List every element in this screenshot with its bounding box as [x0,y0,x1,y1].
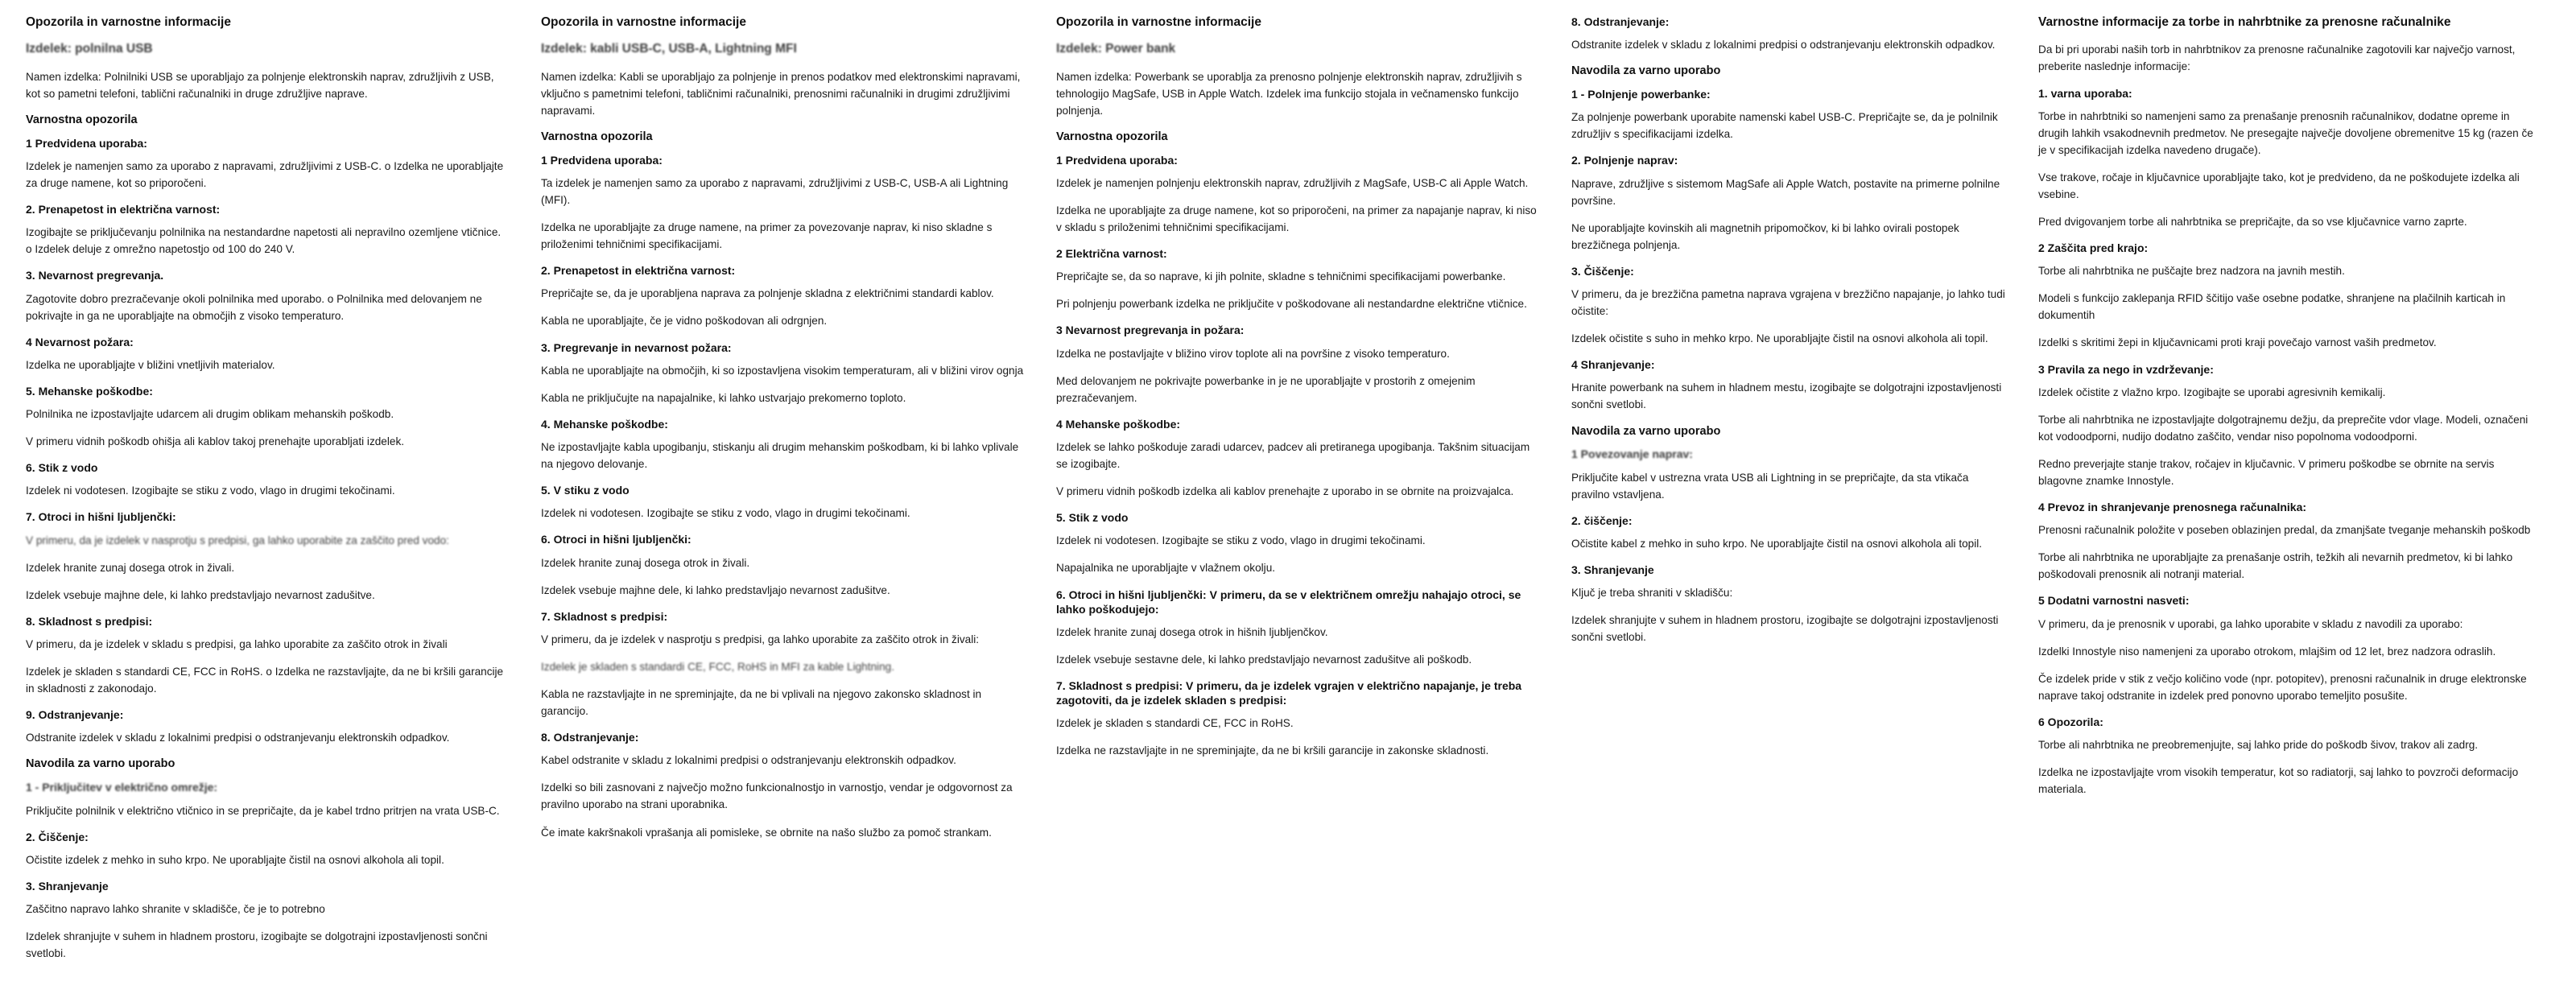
subheading: 2. Čiščenje: [26,830,89,843]
product-line: Izdelek: polnilna USB [26,42,153,56]
paragraph: Kabla ne razstavljajte in ne spreminjajte, da ne bi vplivali na njegovo zakonsko skladnost in garancijo. [541,688,982,718]
paragraph: Izdelek ni vodotesen. Izogibajte se stiku z vodo, vlago in drugimi tekočinami. [541,507,910,520]
paragraph: Izdelek ni vodotesen. Izogibajte se stiku z vodo, vlago in drugimi tekočinami. [1056,534,1426,547]
subheading: 7. Skladnost s predpisi: V primeru, da je izdelek vgrajen v električno napajanje, je treba zagotoviti, da je izdelek skladen s predpisi: [1056,679,1522,707]
paragraph: V primeru vidnih poškodb ohišja ali kablov takoj prenehajte uporabljati izdelek. [26,435,405,448]
section-heading: Opozorila in varnostne informacije [541,15,746,29]
paragraph: Redno preverjajte stanje trakov, ročajev in ključavnic. V primeru poškodbe se obrnite na servis blagovne znamke Innostyle. [2038,457,2495,487]
paragraph: Izdelek očistite z vlažno krpo. Izogibajte se uporabi agresivnih kemikalij. [2038,385,2386,398]
paragraph: Namen izdelka: Polnilniki USB se uporabljajo za polnjenje elektronskih naprav, združljivih z USB, kot so pametni telefoni, tablični računalniki in druge združljive naprave. [26,70,494,100]
paragraph: Pri polnjenju powerbank izdelka ne priključite v poškodovane ali nestandardne električne vtičnice. [1056,298,1527,311]
subheading: 1 - Priključitev v električno omrežje: [26,781,218,794]
subheading: 1 - Polnjenje powerbanke: [1571,88,1711,101]
paragraph: Izdelek ni vodotesen. Izogibajte se stiku z vodo, vlago in drugimi tekočinami. [26,484,395,497]
column-cables [526,14,1042,851]
paragraph: Zagotovite dobro prezračevanje okoli polnilnika med uporabo. o Polnilnika med delovanjem ne pokrivajte in ga ne uporabljajte na območjih z visoko temperaturo. [26,292,482,322]
paragraph: Izdelek vsebuje majhne dele, ki lahko predstavljajo nevarnost zadušitve. [26,588,375,601]
subheading: 8. Odstranjevanje: [541,731,639,744]
subheading: 5. Mehanske poškodbe: [26,384,153,398]
subheading: 3. Pregrevanje in nevarnost požara: [541,340,732,354]
subheading: 2. Polnjenje naprav: [1571,154,1678,167]
paragraph: Izdelek je namenjen samo za uporabo z napravami, združljivimi z USB-C. o Izdelka ne uporabljajte za druge namene, kot so priporočeni. [26,159,504,189]
subheading: Navodila za varno uporabo [1571,424,1721,438]
paragraph: Izdelek shranjujte v suhem in hladnem prostoru, izogibajte se dolgotrajni izpostavljenosti sončni svetlobi. [26,930,488,960]
paragraph: Izdelek vsebuje majhne dele, ki lahko predstavljajo nevarnost zadušitve. [541,583,890,596]
subheading: 3. Shranjevanje [1571,563,1654,576]
paragraph: Vse trakove, ročaje in ključavnice uporabljajte tako, kot je predvideno, da ne poškodujete izdelka ali vsebine. [2038,171,2520,200]
paragraph: Polnilnika ne izpostavljajte udarcem ali drugim oblikam mehanskih poškodb. [26,408,394,421]
subheading: 3. Čiščenje: [1571,264,1634,278]
paragraph: Ta izdelek je namenjen samo za uporabo z napravami, združljivimi z USB-C, USB-A ali Lightning (MFI). [541,176,1009,207]
paragraph: Izdelek vsebuje sestavne dele, ki lahko predstavljajo nevarnost zadušitve ali poškodb. [1056,653,1472,666]
subheading: Navodila za varno uporabo [26,757,175,771]
paragraph: Izdelek je skladen s standardi CE, FCC in RoHS. [1056,717,1294,730]
paragraph: Očistite kabel z mehko in suho krpo. Ne uporabljajte čistil na osnovi alkohola ali topil. [1571,537,1983,550]
column-usb-c [11,14,526,972]
paragraph: Izdelek se lahko poškoduje zaradi udarcev, padcev ali pretiranega upogibanja. Takšnim situacijam se izogibajte. [1056,441,1530,471]
paragraph: Kabla ne priključujte na napajalnike, ki lahko ustvarjajo prekomerno toploto. [541,391,906,404]
paragraph: Prepričajte se, da so naprave, ki jih polnite, skladne s tehničnimi specifikacijami powerbanke. [1056,270,1506,283]
paragraph: Med delovanjem ne pokrivajte powerbanke in je ne uporabljajte v prostorih z omejenim prezračevanjem. [1056,374,1476,404]
column-powerbank [1042,14,1557,770]
paragraph: Izdelek je skladen s standardi CE, FCC in RoHS. o Izdelka ne razstavljajte, da ne bi kršili garancije in skladnosti z zakonodajo. [26,666,504,695]
paragraph: Odstranite izdelek v skladu z lokalnimi predpisi o odstranjevanju elektronskih odpadkov. [1571,39,1996,52]
subheading: 1. varna uporaba: [2038,86,2132,100]
subheading: 7. Skladnost s predpisi: [541,609,668,623]
paragraph: Izdelki Innostyle niso namenjeni za uporabo otrokom, mlajšim od 12 let, brez nadzora odraslih. [2038,645,2496,658]
subheading: 2. Prenapetost in električna varnost: [541,264,736,278]
subheading: Varnostna opozorila [1056,130,1168,143]
paragraph: Prenosni računalnik položite v poseben oblazinjen predal, da zmanjšate tveganje mehanskih poškodb [2038,524,2531,537]
subheading: 2 Zaščita pred krajo: [2038,241,2149,255]
subheading: 2. Prenapetost in električna varnost: [26,203,221,216]
paragraph: Izdelek hranite zunaj dosega otrok in živali. [541,556,750,569]
paragraph: Očistite izdelek z mehko in suho krpo. Ne uporabljajte čistil na osnovi alkohola ali topil. [26,853,444,866]
subheading: 3. Nevarnost pregrevanja. [26,269,164,282]
paragraph: Pred dvigovanjem torbe ali nahrbtnika se prepričajte, da so vse ključavnice varno zaprte. [2038,216,2467,228]
paragraph: Ne uporabljajte kovinskih ali magnetnih pripomočkov, ki bi lahko ovirali postopek brezžičnega polnjenja. [1571,221,1959,251]
subheading: 8. Skladnost s predpisi: [26,614,153,628]
subheading: 5 Dodatni varnostni nasveti: [2038,594,2190,608]
paragraph: Ključ je treba shraniti v skladišču: [1571,587,1733,600]
paragraph: Namen izdelka: Kabli se uporabljajo za polnjenje in prenos podatkov med elektronskimi napravami, vključno s pametnimi telefoni, tabličnimi računalniki, prenosnimi računalniki in drugimi združljivimi napravami. [541,70,1021,117]
paragraph: Modeli s funkcijo zaklepanja RFID ščitijo vaše osebne podatke, shranjene na plačilnih karticah in dokumentih [2038,292,2506,322]
paragraph: Napajalnika ne uporabljajte v vlažnem okolju. [1056,562,1276,575]
subheading: 5. Stik z vodo [1056,511,1129,525]
subheading: 2. čiščenje: [1571,513,1633,527]
subheading: Varnostna opozorila [541,130,653,143]
paragraph: Priključite kabel v ustrezna vrata USB ali Lightning in se prepričajte, da sta vtikača pravilno vstavljena. [1571,471,1969,501]
paragraph: Torbe ali nahrbtnika ne izpostavljajte dolgotrajnemu dežju, da preprečite vdor vlage. Modeli, označeni kot vodoodporni, nudijo dodatno zaščito, vendar niso popolnoma vodoodporni. [2038,413,2529,443]
subheading: 4 Prevoz in shranjevanje prenosnega računalnika: [2038,501,2307,513]
subheading: 8. Odstranjevanje: [1571,15,1670,28]
subheading: 3. Shranjevanje [26,879,109,893]
paragraph: Torbe ali nahrbtnika ne uporabljajte za prenašanje ostrih, težkih ali nevarnih predmetov, ki bi lahko poškodovali prenosnik ali notranji material. [2038,551,2513,581]
subheading: 1 Povezovanje naprav: [1571,447,1693,461]
subheading: 6. Stik z vodo [26,461,98,475]
paragraph: V primeru, da je prenosnik v uporabi, ga lahko uporabite v skladu z navodili za uporabo: [2038,617,2463,630]
subheading: 2 Električna varnost: [1056,247,1167,261]
paragraph: Kabla ne uporabljajte na območjih, ki so izpostavljena visokim temperaturam, ali v bližini virov ognja [541,364,1024,377]
paragraph: Izdelka ne razstavljajte in ne spreminjajte, da ne bi kršili garancije in zakonske skladnosti. [1056,744,1489,757]
paragraph: V primeru, da je izdelek v skladu s predpisi, ga lahko uporabite za zaščito otrok in živali [26,638,448,651]
paragraph: V primeru vidnih poškodb izdelka ali kablov prenehajte z uporabo in se obrnite na proizvajalca. [1056,485,1514,498]
paragraph: Odstranite izdelek v skladu z lokalnimi predpisi o odstranjevanju elektronskih odpadkov. [26,732,450,744]
subheading: 6. Otroci in hišni ljubljenčki: [541,533,691,546]
subheading: 4 Nevarnost požara: [26,335,134,348]
paragraph: Namen izdelka: Powerbank se uporablja za prenosno polnjenje elektronskih naprav, združljivih s tehnologijo MagSafe, USB in Apple Watch. Izdelek ima funkcijo stojala in večnamensko funkcijo polnjenja. [1056,70,1522,117]
subheading: 1 Predvidena uporaba: [541,153,663,167]
subheading: 4. Mehanske poškodbe: [541,417,668,431]
paragraph: Izogibajte se priključevanju polnilnika na nestandardne napetosti ali nepravilno ozemljene vtičnice. o Izdelek deluje z omrežno napetostjo od 100 do 240 V. [26,226,502,256]
paragraph: Izdelek hranite zunaj dosega otrok in živali. [26,561,235,574]
paragraph: Kabel odstranite v skladu z lokalnimi predpisi o odstranjevanju elektronskih odpadkov. [541,754,956,767]
paragraph: Kabla ne uporabljajte, če je vidno poškodovan ali odrgnjen. [541,315,828,328]
paragraph: Izdelek shranjujte v suhem in hladnem prostoru, izogibajte se dolgotrajni izpostavljenosti sončni svetlobi. [1571,614,1999,644]
paragraph: Prepričajte se, da je uporabljena naprava za polnjenje skladna z električnimi standardi kablov. [541,287,994,300]
paragraph: Če izdelek pride v stik z večjo količino vode (npr. potopitev), prenosni računalnik in druge elektronske naprave takoj odstranite in izdelek pred ponovno uporabo temeljito posušite. [2038,672,2527,702]
subheading: 3 Pravila za nego in vzdrževanje: [2038,362,2214,376]
paragraph: Izdelek očistite s suho in mehko krpo. Ne uporabljajte čistil na osnovi alkohola ali topil. [1571,332,1988,345]
paragraph: Priključite polnilnik v električno vtičnico in se prepričajte, da je kabel trdno pritrjen na vrata USB-C. [26,804,500,817]
paragraph: Torbe in nahrbtniki so namenjeni samo za prenašanje prenosnih računalnikov, dodatne opreme in drugih lahkih vsakodnevnih predmetov. Ne presegajte največje dovoljene obremenitve 15 kg (razen če je v specifikacijah izdelka navedeno drugače). [2038,109,2533,156]
paragraph: Izdelek je namenjen polnjenju elektronskih naprav, združljivih z MagSafe, USB-C ali Apple Watch. [1056,176,1529,189]
subheading: 4 Mehanske poškodbe: [1056,417,1181,431]
column-backpacks [2024,14,2555,808]
paragraph: Izdelki so bili zasnovani z največjo možno funkcionalnostjo in varnostjo, vendar je odgovornost za pravilno uporabo na strani uporabnika. [541,781,1013,811]
subheading: 7. Otroci in hišni ljubljenčki: [26,510,176,524]
column-powerbank-usage [1557,14,2024,656]
paragraph: Izdelka ne uporabljajte za druge namene, kot so priporočeni, na primer za napajanje naprav, ki niso v skladu s priloženimi tehničnimi specifikacijami. [1056,204,1537,234]
paragraph: Ne izpostavljajte kabla upogibanju, stiskanju ali drugim mehanskim poškodbam, ki bi lahko vplivale na njegovo delovanje. [541,441,1019,471]
section-heading: Varnostne informacije za torbe in nahrbtnike za prenosne računalnike [2038,15,2451,29]
subheading: Navodila za varno uporabo [1571,64,1721,78]
subheading: 1 Predvidena uporaba: [26,136,147,150]
paragraph: Izdelka ne postavljajte v bližino virov toplote ali na površine z visoko temperaturo. [1056,347,1450,360]
paragraph: Hranite powerbank na suhem in hladnem mestu, izogibajte se dolgotrajni izpostavljenosti sončni svetlobi. [1571,381,2002,411]
paragraph: V primeru, da je izdelek v nasprotju s predpisi, ga lahko uporabite za zaščito pred vodo: [26,534,449,546]
subheading: Varnostna opozorila [26,113,138,126]
subheading: 6 Opozorila: [2038,715,2103,728]
subheading: 5. V stiku z vodo [541,484,630,497]
paragraph: Če imate kakršnakoli vprašanja ali pomisleke, se obrnite na našo službo za pomoč strankam. [541,826,992,839]
paragraph: Izdelki s skritimi žepi in ključavnicami proti kraji povečajo varnost vaših predmetov. [2038,336,2437,349]
product-line: Izdelek: Power bank [1056,42,1176,56]
subheading: 3 Nevarnost pregrevanja in požara: [1056,324,1245,337]
paragraph: Naprave, združljive s sistemom MagSafe ali Apple Watch, postavite na primerne polnilne površine. [1571,177,2000,207]
section-heading: Opozorila in varnostne informacije [1056,15,1261,29]
paragraph: Za polnjenje powerbank uporabite namenski kabel USB-C. Prepričajte se, da je polnilnik združljiv s specifikacijami izdelka. [1571,111,1998,141]
subheading: 6. Otroci in hišni ljubljenčki: V primeru, da se v električnem omrežju nahajajo otroci, se lahko poškodujejo: [1056,588,1521,616]
paragraph: Zaščitno napravo lahko shranite v skladišče, če je to potrebno [26,903,325,915]
section-heading: Opozorila in varnostne informacije [26,15,231,29]
subheading: 1 Predvidena uporaba: [1056,153,1178,167]
product-line: Izdelek: kabli USB-C, USB-A, Lightning MFI [541,42,797,56]
paragraph: Izdelek hranite zunaj dosega otrok in hišnih ljubljenčkov. [1056,625,1328,638]
subheading: 4 Shranjevanje: [1571,358,1655,372]
subheading: 9. Odstranjevanje: [26,708,124,722]
paragraph: V primeru, da je brezžična pametna naprava vgrajena v brezžično napajanje, jo lahko tudi očistite: [1571,288,2005,318]
paragraph: Izdelka ne uporabljajte v bližini vnetljivih materialov. [26,358,275,371]
paragraph: Izdelek je skladen s standardi CE, FCC, RoHS in MFI za kable Lightning. [541,660,894,673]
paragraph: Torbe ali nahrbtnika ne puščajte brez nadzora na javnih mestih. [2038,265,2345,278]
paragraph: Da bi pri uporabi naših torb in nahrbtnikov za prenosne računalnike zagotovili kar največjo varnost, preberite naslednje informacije: [2038,43,2516,73]
paragraph: Izdelka ne uporabljajte za druge namene, na primer za povezovanje naprav, ki niso skladne s priloženimi tehničnimi specifikacijami. [541,221,993,251]
paragraph: Izdelka ne izpostavljajte vrom visokih temperatur, kot so radiatorji, saj lahko to povzroči deformacijo materiala. [2038,766,2519,796]
paragraph: Torbe ali nahrbtnika ne preobremenjujte, saj lahko pride do poškodb šivov, trakov ali zadrg. [2038,739,2479,751]
paragraph: V primeru, da je izdelek v nasprotju s predpisi, ga lahko uporabite za zaščito otrok in živali: [541,633,980,645]
